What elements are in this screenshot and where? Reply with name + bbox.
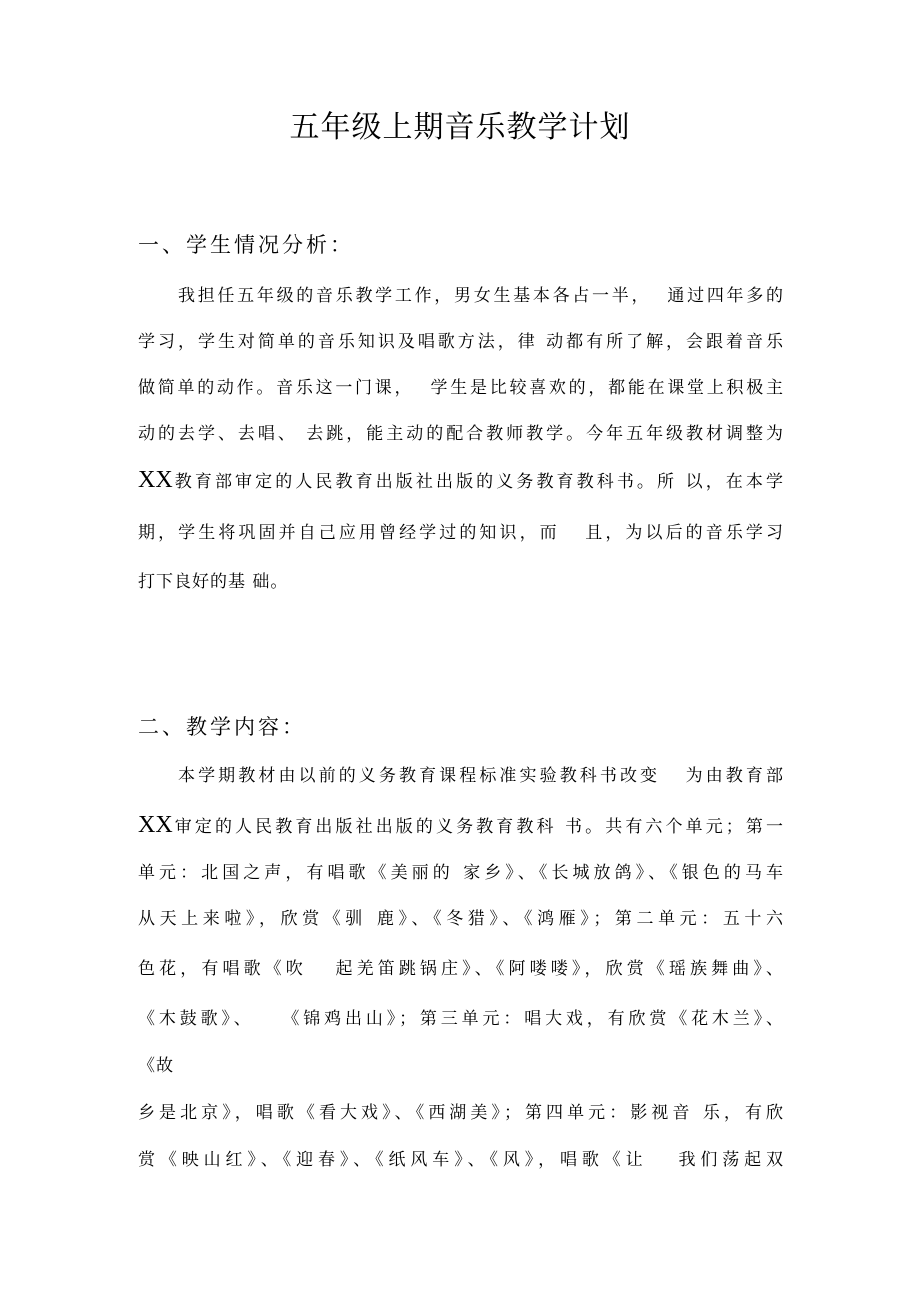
paragraph-line	[138, 812, 784, 840]
paragraph-line: 我担任五年级的音乐教学工作，男女生基本各占一半， 通过四年多的	[178, 286, 784, 306]
paragraph-line	[138, 467, 784, 495]
paragraph-line: 《故	[138, 1056, 174, 1076]
xx-placeholder: XX	[138, 467, 173, 493]
section-heading-teaching-content: 二、教学内容：	[138, 715, 306, 739]
paragraph-line: 赏《映山红》、《迎春》、《纸风车》、《风》，唱歌《让 我们荡起双	[138, 1150, 784, 1170]
paragraph-line: 本学期教材由以前的义务教育课程标准实验教科书改变 为由教育部	[178, 766, 784, 786]
section-heading-student-analysis: 一、学生情况分析：	[138, 233, 354, 257]
paragraph-line: 期，学生将巩固并自己应用曾经学过的知识，而 且，为以后的音乐学习	[138, 523, 784, 543]
paragraph-line-text: 教育部审定的人民教育出版社出版的义务教育教科书。所 以，在本学	[172, 472, 784, 492]
paragraph-line: 乡是北京》，唱歌《看大戏》、《西湖美》；第四单元：影视音 乐，有欣	[138, 1103, 784, 1123]
paragraph-line: 动的去学、去唱、 去跳，能主动的配合教师教学。今年五年级教材调整为	[138, 424, 784, 444]
document-title: 五年级上期音乐教学计划	[289, 110, 631, 145]
paragraph-line: 从天上来啦》，欣赏《驯 鹿》、《冬猎》、《鸿雁》；第二单元：五十六	[138, 909, 784, 929]
paragraph-line: 做简单的动作。音乐这一门课， 学生是比较喜欢的，都能在课堂上积极主	[138, 378, 784, 398]
paragraph-line: 单元：北国之声，有唱歌《美丽的 家乡》、《长城放鸽》、《银色的马车	[138, 863, 784, 883]
paragraph-line: 打下良好的基 础。	[138, 572, 289, 592]
paragraph-line: 色花，有唱歌《吹 起羌笛跳锅庄》、《阿喽喽》，欣赏《瑶族舞曲》、	[138, 959, 784, 979]
paragraph-line: 学习，学生对简单的音乐知识及唱歌方法，律 动都有所了解，会跟着音乐	[138, 332, 784, 352]
paragraph-line-text: 审定的人民教育出版社出版的义务教育教科 书。共有六个单元；第一	[172, 817, 784, 837]
xx-placeholder: XX	[138, 812, 173, 838]
paragraph-line: 《木鼓歌》、 《锦鸡出山》；第三单元：唱大戏，有欣赏《花木兰》、	[138, 1009, 784, 1029]
